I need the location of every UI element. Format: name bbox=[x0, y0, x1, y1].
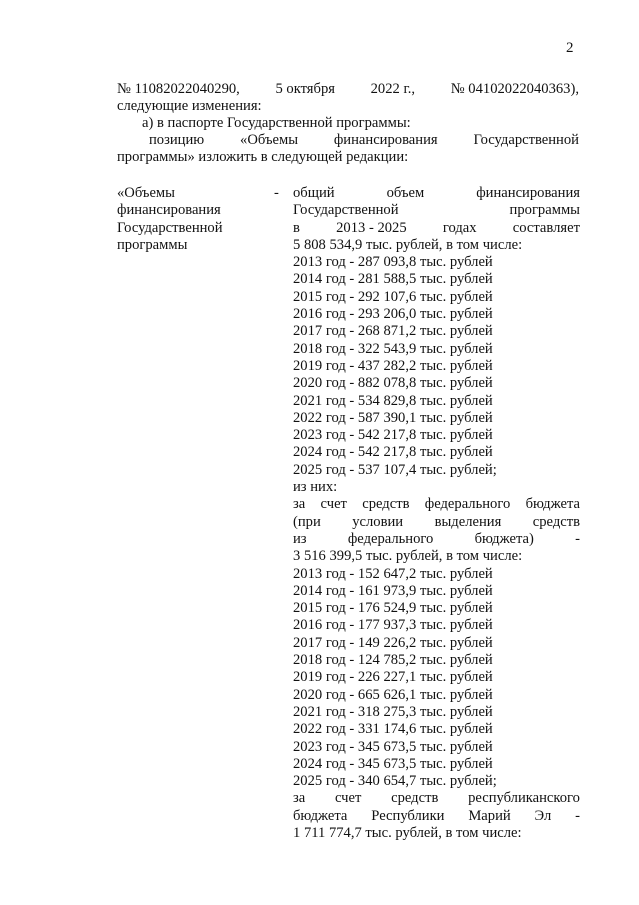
text: «Объемы bbox=[240, 132, 299, 148]
fed-year-amount-line: 2024 год - 345 673,5 тыс. рублей bbox=[293, 755, 493, 772]
position-label bbox=[117, 185, 267, 254]
text: за bbox=[293, 496, 306, 513]
fed-year-amount-line: 2016 год - 177 937,3 тыс. рублей bbox=[293, 617, 493, 634]
left-line: «Объемы bbox=[117, 185, 175, 201]
text: Республики bbox=[371, 807, 445, 824]
rep-line-1 bbox=[293, 790, 580, 807]
text: выделения bbox=[434, 513, 502, 530]
text: годах bbox=[442, 219, 477, 236]
rep-line-3: 1 711 774,7 тыс. рублей, в том числе: bbox=[293, 824, 522, 841]
text: условии bbox=[352, 513, 404, 530]
year-amount-line: 2013 год - 287 093,8 тыс. рублей bbox=[293, 254, 493, 271]
text: средств bbox=[362, 496, 410, 513]
total-line-1 bbox=[293, 185, 580, 202]
year-amount-line: 2025 год - 537 107,4 тыс. рублей; bbox=[293, 461, 497, 478]
year-amount-line: 2022 год - 587 390,1 тыс. рублей bbox=[293, 409, 493, 426]
separator-dash: - bbox=[274, 185, 279, 201]
text: (при bbox=[293, 513, 321, 530]
fed-year-amount-line: 2021 год - 318 275,3 тыс. рублей bbox=[293, 703, 493, 720]
year-amount-line: 2019 год - 437 282,2 тыс. рублей bbox=[293, 357, 493, 374]
text: 5 октября bbox=[275, 81, 335, 97]
text: за bbox=[293, 790, 306, 807]
text: республиканского bbox=[468, 790, 580, 807]
of-them: из них: bbox=[293, 479, 338, 496]
text: 2013 - 2025 bbox=[336, 219, 407, 236]
fed-year-amount-line: 2023 год - 345 673,5 тыс. рублей bbox=[293, 738, 493, 755]
text: федерального bbox=[347, 530, 434, 547]
fed-year-amount-line: 2015 год - 176 524,9 тыс. рублей bbox=[293, 600, 493, 617]
rep-line-2 bbox=[293, 808, 580, 825]
text: федерального bbox=[424, 496, 511, 513]
intro-line-5: программы» изложить в следующей редакции: bbox=[117, 149, 409, 165]
page-number: 2 bbox=[566, 40, 574, 56]
text: финансирования bbox=[333, 132, 438, 148]
text: бюджета bbox=[293, 807, 348, 824]
fed-line-1 bbox=[293, 496, 580, 513]
year-amount-line: 2017 год - 268 871,2 тыс. рублей bbox=[293, 323, 493, 340]
fed-year-amount-line: 2022 год - 331 174,6 тыс. рублей bbox=[293, 721, 493, 738]
text: бюджета) bbox=[474, 530, 534, 547]
text: из bbox=[293, 530, 307, 547]
intro-line-1 bbox=[117, 81, 579, 98]
year-amount-line: 2015 год - 292 107,6 тыс. рублей bbox=[293, 288, 493, 305]
text: позицию bbox=[149, 132, 205, 148]
fed-year-amount-line: 2013 год - 152 647,2 тыс. рублей bbox=[293, 565, 493, 582]
total-line-2 bbox=[293, 202, 580, 219]
text: - bbox=[575, 807, 580, 824]
fed-year-amount-line: 2025 год - 340 654,7 тыс. рублей; bbox=[293, 773, 497, 790]
text: объем bbox=[386, 185, 425, 201]
year-amount-line: 2016 год - 293 206,0 тыс. рублей bbox=[293, 306, 493, 323]
text: № 11082022040290, bbox=[117, 81, 240, 97]
text: финансирования bbox=[476, 185, 580, 201]
text: средств bbox=[391, 790, 439, 807]
left-line: программы bbox=[117, 236, 188, 253]
total-years-list bbox=[293, 254, 580, 479]
intro-line-3: а) в паспорте Государственной программы: bbox=[142, 115, 411, 131]
fed-line-2 bbox=[293, 514, 580, 531]
fed-year-amount-line: 2014 год - 161 973,9 тыс. рублей bbox=[293, 582, 493, 599]
left-line: Государственной bbox=[117, 219, 223, 236]
text: Эл bbox=[534, 807, 552, 824]
text: № 04102022040363), bbox=[450, 81, 579, 97]
fed-year-amount-line: 2019 год - 226 227,1 тыс. рублей bbox=[293, 669, 493, 686]
left-line: финансирования bbox=[117, 202, 221, 219]
text: Марий bbox=[468, 807, 511, 824]
text: бюджета bbox=[525, 496, 580, 513]
year-amount-line: 2014 год - 281 588,5 тыс. рублей bbox=[293, 271, 493, 288]
text: Государственной bbox=[473, 132, 579, 148]
text: составляет bbox=[512, 219, 580, 236]
position-content bbox=[293, 185, 580, 842]
text: - bbox=[575, 530, 580, 547]
text: общий bbox=[293, 185, 335, 201]
fed-year-amount-line: 2020 год - 665 626,1 тыс. рублей bbox=[293, 686, 493, 703]
year-amount-line: 2023 год - 542 217,8 тыс. рублей bbox=[293, 427, 493, 444]
year-amount-line: 2018 год - 322 543,9 тыс. рублей bbox=[293, 340, 493, 357]
text: счет bbox=[320, 496, 347, 513]
text: Государственной bbox=[293, 202, 399, 219]
text: 2022 г., bbox=[370, 81, 416, 97]
text: программы bbox=[509, 202, 580, 219]
total-line-4: 5 808 534,9 тыс. рублей, в том числе: bbox=[293, 236, 523, 253]
fed-year-amount-line: 2018 год - 124 785,2 тыс. рублей bbox=[293, 652, 493, 669]
fed-year-amount-line: 2017 год - 149 226,2 тыс. рублей bbox=[293, 634, 493, 651]
fed-line-3 bbox=[293, 531, 580, 548]
intro-line-4 bbox=[149, 132, 579, 149]
total-line-3 bbox=[293, 220, 580, 237]
text: средств bbox=[532, 513, 580, 530]
year-amount-line: 2020 год - 882 078,8 тыс. рублей bbox=[293, 375, 493, 392]
fed-years-list bbox=[293, 566, 580, 791]
text: счет bbox=[334, 790, 362, 807]
text: в bbox=[293, 219, 300, 236]
year-amount-line: 2021 год - 534 829,8 тыс. рублей bbox=[293, 392, 493, 409]
intro-line-2: следующие изменения: bbox=[117, 98, 262, 114]
fed-line-4: 3 516 399,5 тыс. рублей, в том числе: bbox=[293, 548, 523, 565]
year-amount-line: 2024 год - 542 217,8 тыс. рублей bbox=[293, 444, 493, 461]
